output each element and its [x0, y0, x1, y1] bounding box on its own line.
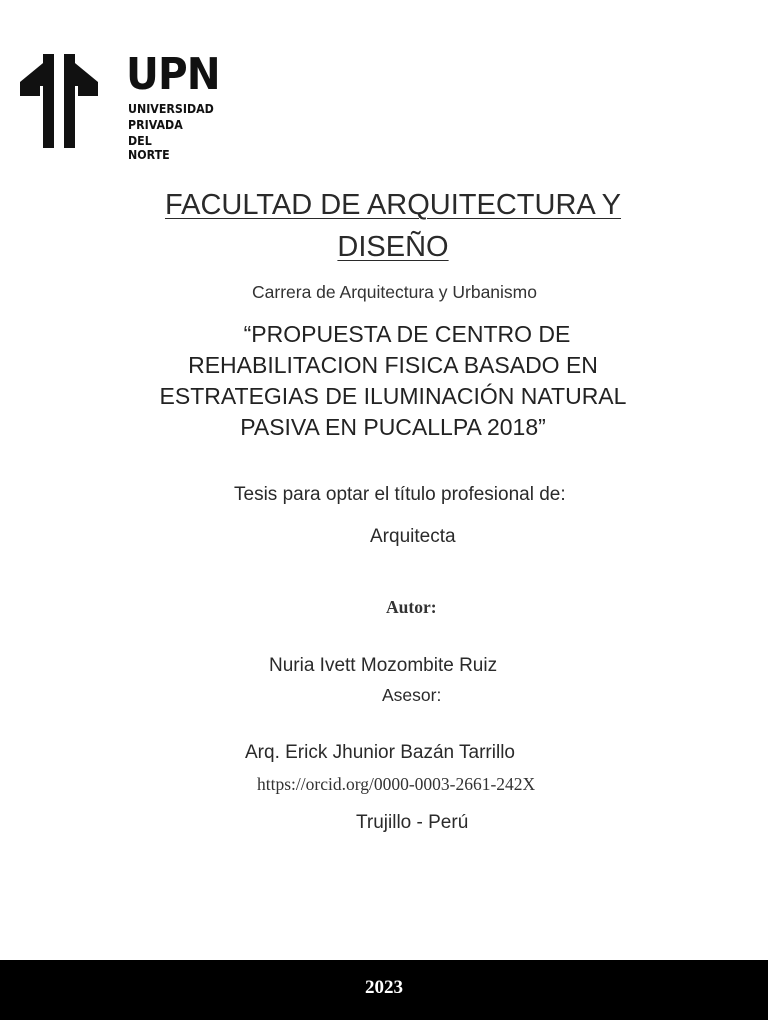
logo-acronym: UPN	[126, 49, 220, 100]
thesis-title-line-4: PASIVA EN PUCALLPA 2018”	[240, 414, 546, 440]
location: Trujillo - Perú	[356, 812, 469, 833]
logo-line-2: PRIVADA	[128, 118, 183, 132]
faculty-heading	[130, 184, 656, 268]
orcid-link[interactable]: https://orcid.org/0000-0003-2661-242X	[257, 774, 536, 794]
university-logo	[20, 49, 220, 162]
upn-arrow-logo-icon	[20, 52, 120, 152]
advisor-name: Arq. Erick Jhunior Bazán Tarrillo	[245, 742, 515, 763]
thesis-title-line-1: “PROPUESTA DE CENTRO DE	[243, 321, 571, 347]
thesis-title-line-3: ESTRATEGIAS DE ILUMINACIÓN NATURAL	[159, 383, 627, 409]
career-subtitle: Carrera de Arquitectura y Urbanismo	[252, 282, 537, 302]
author-name: Nuria Ivett Mozombite Ruiz	[269, 655, 498, 676]
thesis-title	[120, 319, 666, 443]
footer-bar	[0, 960, 768, 1020]
faculty-line-1: FACULTAD DE ARQUITECTURA Y	[164, 189, 622, 221]
faculty-line-2: DISEÑO	[337, 231, 449, 263]
degree-title: Arquitecta	[370, 526, 456, 547]
advisor-label: Asesor:	[382, 685, 442, 705]
thesis-purpose: Tesis para optar el título profesional de:	[234, 484, 566, 505]
thesis-title-line-2: REHABILITACION FISICA BASADO EN	[188, 352, 598, 378]
footer-year: 2023	[365, 977, 403, 998]
logo-line-1: UNIVERSIDAD	[128, 102, 214, 116]
logo-line-3: DEL NORTE	[128, 134, 170, 162]
author-label: Autor:	[386, 597, 437, 617]
